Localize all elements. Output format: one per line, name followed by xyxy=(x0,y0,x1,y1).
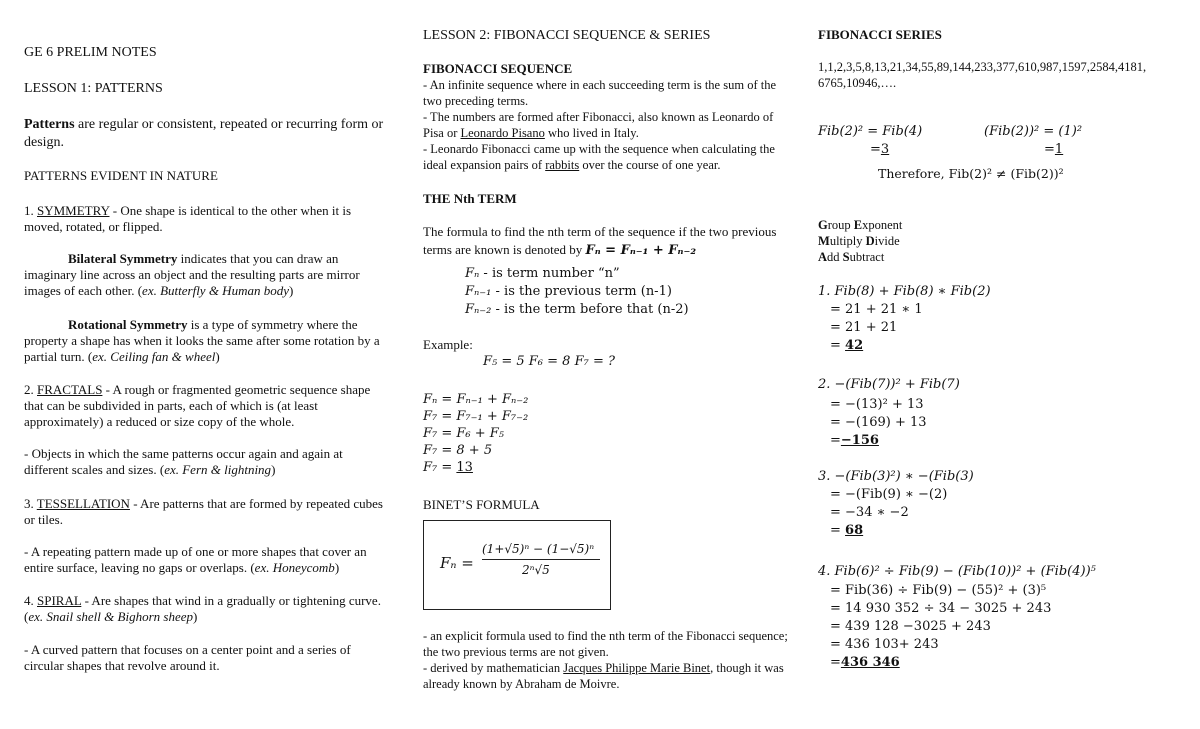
step-3: F₇ = F₆ + F₅ xyxy=(423,426,505,441)
ex4-line-4: = 439 128 −3025 + 243 xyxy=(830,619,991,634)
tessellation-repeat: - A repeating pattern made up of one or more shapes that cover an entire surface, leaving no gaps or overlaps. (ex. Honeycomb) xyxy=(24,544,367,575)
eq-right-answer: =1 xyxy=(1044,142,1064,157)
therefore-statement: Therefore, Fib(2)² ≠ (Fib(2))² xyxy=(878,166,1064,181)
lesson-2-heading: LESSON 2: FIBONACCI SEQUENCE & SERIES xyxy=(423,28,711,43)
nth-term-text: The formula to find the nth term of the sequence if the two previous terms are known is denoted by Fₙ = Fₙ₋₁ + Fₙ₋₂ xyxy=(423,224,777,258)
page-title: GE 6 PRELIM NOTES xyxy=(24,45,157,60)
nth-def-3: Fₙ₋₂ - is the term before that (n-2) xyxy=(465,302,689,317)
step-5: F₇ = 13 xyxy=(423,460,473,475)
fib-sequence-heading: FIBONACCI SEQUENCE xyxy=(423,61,573,76)
ex2-line-3: = −(169) + 13 xyxy=(830,415,927,430)
step-answer: 13 xyxy=(456,460,473,475)
step-4: F₇ = 8 + 5 xyxy=(423,443,493,458)
fib-series-values: 1,1,2,3,5,8,13,21,34,55,89,144,233,377,610,987,1597,2584,4181, 6765,10946,…. xyxy=(818,60,1147,90)
eq-left: Fib(2)² = Fib(4) xyxy=(818,124,923,139)
ex3-line-3: = −34 ∗ −2 xyxy=(830,505,909,520)
nth-term-heading: THE Nth TERM xyxy=(423,191,517,206)
bilateral-symmetry: Bilateral Symmetry indicates that you can draw an imaginary line across an object and the resulting parts are mirror images of each other. (ex. Butterfly & Human body) xyxy=(24,251,360,298)
spiral-item: 4. SPIRAL - Are shapes that wind in a gradually or tightening curve. (ex. Snail shell & Bighorn sheep) xyxy=(24,593,381,624)
gemdas-line-1: Group Exponent xyxy=(818,218,903,232)
step-2: F₇ = F₇₋₁ + F₇₋₂ xyxy=(423,409,529,424)
ex2-line-1: 2. −(Fib(7))² + Fib(7) xyxy=(818,377,960,392)
fractals-item: 2. FRACTALS - A rough or fragmented geometric sequence shape that can be subdivided in parts, each of which is (at least approximately) a reduced or size copy of the whole. xyxy=(24,382,371,429)
ex2-answer: =−156 xyxy=(830,433,879,448)
binet-denominator: 2ⁿ√5 xyxy=(522,563,550,577)
ex1-answer: = 42 xyxy=(830,338,864,353)
fraction-bar xyxy=(482,559,600,560)
fib-bullet-2: - The numbers are formed after Fibonacci, also known as Leonardo of Pisa or Leonardo Pisano who lived in Italy. xyxy=(423,110,774,140)
binet-formula-box xyxy=(423,520,611,610)
step-1: Fₙ = Fₙ₋₁ + Fₙ₋₂ xyxy=(423,392,529,407)
rotational-symmetry: Rotational Symmetry is a type of symmetry where the property a shape has when it looks the same after some rotation by a partial turn. (ex. Ceiling fan & wheel) xyxy=(24,317,380,364)
binet-bullet-2: - derived by mathematician Jacques Philippe Marie Binet, though it was already known by Abraham de Moivre. xyxy=(423,661,784,691)
gemdas-line-3: Add Subtract xyxy=(818,250,885,264)
eq-left-answer: =3 xyxy=(870,142,890,157)
example-given: F₅ = 5 F₆ = 8 F₇ = ? xyxy=(483,354,615,369)
column-lesson-2 xyxy=(423,0,793,729)
binet-bullet-1: - an explicit formula used to find the nth term of the Fibonacci sequence; the two previous terms are not given. xyxy=(423,629,788,659)
ex4-line-3: = 14 930 352 ÷ 34 − 3025 + 243 xyxy=(830,601,1052,616)
symmetry-item: 1. SYMMETRY - One shape is identical to the other when it is moved, rotated, or flipped. xyxy=(24,203,352,234)
ex1-line-2: = 21 + 21 ∗ 1 xyxy=(830,302,923,317)
nth-def-2: Fₙ₋₁ - is the previous term (n-1) xyxy=(465,284,672,299)
ex1-line-1: 1. Fib(8) + Fib(8) ∗ Fib(2) xyxy=(818,284,991,299)
binet-heading: BINET’S FORMULA xyxy=(423,497,540,512)
nature-heading: PATTERNS EVIDENT IN NATURE xyxy=(24,168,218,183)
example-label: Example: xyxy=(423,337,473,352)
column-lesson-1 xyxy=(24,0,384,729)
spiral-curved: - A curved pattern that focuses on a center point and a series of circular shapes that revolve around it. xyxy=(24,642,351,673)
nth-def-1: Fₙ - is term number “n” xyxy=(465,266,620,281)
ex1-line-3: = 21 + 21 xyxy=(830,320,898,335)
ex4-line-2: = Fib(36) ÷ Fib(9) − (55)² + (3)⁵ xyxy=(830,583,1047,598)
ex3-line-2: = −(Fib(9) ∗ −(2) xyxy=(830,487,948,502)
patterns-definition: Patterns are regular or consistent, repeated or recurring form or design. xyxy=(24,117,384,150)
lesson-1-heading: LESSON 1: PATTERNS xyxy=(24,81,163,96)
ex2-line-2: = −(13)² + 13 xyxy=(830,397,924,412)
fib-series-heading: FIBONACCI SERIES xyxy=(818,27,942,42)
eq-right: (Fib(2))² = (1)² xyxy=(984,124,1083,139)
column-fib-series xyxy=(818,0,1178,729)
ex4-line-5: = 436 103+ 243 xyxy=(830,637,939,652)
fib-bullet-1: - An infinite sequence where in each succeeding term is the sum of the two preceding terms. xyxy=(423,78,777,108)
tessellation-item: 3. TESSELLATION - Are patterns that are formed by repeated cubes or tiles. xyxy=(24,496,383,527)
binet-lhs: Fₙ = xyxy=(440,554,474,572)
gemdas-line-2: Multiply Divide xyxy=(818,234,900,248)
ex3-answer: = 68 xyxy=(830,523,864,538)
ex4-line-1: 4. Fib(6)² ÷ Fib(9) − (Fib(10))² + (Fib(4))⁵ xyxy=(818,564,1096,579)
fractals-objects: - Objects in which the same patterns occur again and again at different scales and sizes. (ex. Fern & lightning) xyxy=(24,446,343,477)
fib-bullet-3: - Leonardo Fibonacci came up with the sequence when calculating the ideal expansion pairs of rabbits over the course of one year. xyxy=(423,142,775,172)
ex4-answer: =436 346 xyxy=(830,655,900,670)
ex3-line-1: 3. −(Fib(3)²) ∗ −(Fib(3) xyxy=(818,469,974,484)
binet-numerator: (1+√5)ⁿ − (1−√5)ⁿ xyxy=(482,542,595,556)
